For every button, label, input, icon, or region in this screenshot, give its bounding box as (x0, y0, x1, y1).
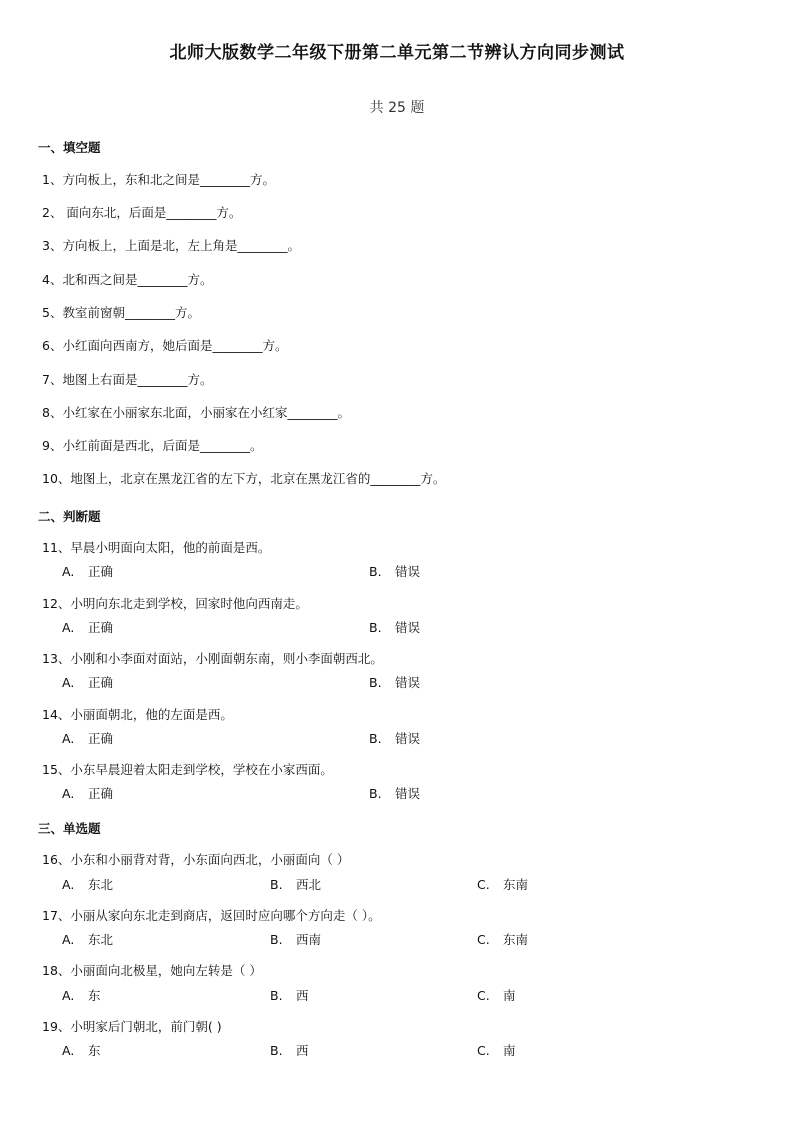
option-b[interactable] (369, 562, 420, 580)
option-text: 错误 (395, 786, 421, 801)
options-18 (62, 986, 762, 1002)
option-a[interactable] (62, 930, 113, 948)
option-c[interactable] (477, 875, 528, 893)
option-text: 东南 (503, 932, 529, 947)
question-15: 15、小东早晨迎着太阳走到学校，学校在小家西面。 (42, 762, 333, 777)
question-count: 共 25 题 (369, 100, 425, 116)
option-letter: B. (369, 731, 382, 746)
options-15 (62, 784, 762, 800)
question-11: 11、早晨小明面向太阳，他的前面是西。 (42, 540, 271, 555)
option-a[interactable] (62, 1041, 101, 1059)
option-text: 南 (503, 988, 516, 1003)
option-letter: A. (62, 877, 75, 892)
section-heading-single-choice: 三、单选题 (38, 821, 101, 836)
option-letter: B. (270, 988, 283, 1003)
options-13 (62, 673, 762, 689)
section-heading-true-false: 二、判断题 (38, 509, 101, 524)
option-text: 错误 (395, 564, 421, 579)
option-letter: C. (477, 1043, 490, 1058)
question-18: 18、小丽面向北极星，她向左转是（ ） (42, 963, 262, 978)
option-text: 错误 (395, 731, 421, 746)
option-a[interactable] (62, 562, 113, 580)
option-text: 东 (88, 988, 101, 1003)
question-13: 13、小刚和小李面对面站，小刚面朝东南，则小李面朝西北。 (42, 651, 383, 666)
option-letter: C. (477, 988, 490, 1003)
option-text: 正确 (88, 675, 114, 690)
question-6: 6、小红面向西南方，她后面是________方。 (42, 338, 288, 353)
option-letter: C. (477, 877, 490, 892)
option-text: 正确 (88, 731, 114, 746)
question-16: 16、小东和小丽背对背，小东面向西北，小丽面向（ ） (42, 852, 350, 867)
option-c[interactable] (477, 986, 516, 1004)
question-1: 1、方向板上，东和北之间是________方。 (42, 172, 275, 187)
option-letter: B. (369, 675, 382, 690)
option-letter: A. (62, 932, 75, 947)
option-text: 错误 (395, 620, 421, 635)
question-8: 8、小红家在小丽家东北面，小丽家在小红家________。 (42, 405, 350, 420)
option-text: 东北 (88, 877, 114, 892)
option-text: 南 (503, 1043, 516, 1058)
option-letter: B. (369, 786, 382, 801)
option-letter: A. (62, 731, 75, 746)
options-16 (62, 875, 762, 891)
question-4: 4、北和西之间是________方。 (42, 272, 213, 287)
option-text: 西 (296, 988, 309, 1003)
option-letter: A. (62, 620, 75, 635)
section-heading-fill-blank: 一、填空题 (38, 140, 101, 155)
option-text: 西南 (296, 932, 322, 947)
options-12 (62, 618, 762, 634)
option-b[interactable] (369, 784, 420, 802)
option-a[interactable] (62, 729, 113, 747)
question-5: 5、教室前窗朝________方。 (42, 305, 200, 320)
option-c[interactable] (477, 930, 528, 948)
option-letter: A. (62, 564, 75, 579)
option-text: 西 (296, 1043, 309, 1058)
options-17 (62, 930, 762, 946)
option-letter: C. (477, 932, 490, 947)
options-19 (62, 1041, 762, 1057)
question-14: 14、小丽面朝北，他的左面是西。 (42, 707, 233, 722)
options-14 (62, 729, 762, 745)
option-text: 正确 (88, 620, 114, 635)
options-11 (62, 562, 762, 578)
option-a[interactable] (62, 986, 101, 1004)
question-7: 7、地图上右面是________方。 (42, 372, 213, 387)
option-letter: B. (270, 932, 283, 947)
option-a[interactable] (62, 618, 113, 636)
option-b[interactable] (270, 986, 309, 1004)
option-text: 东南 (503, 877, 529, 892)
question-19: 19、小明家后门朝北，前门朝( ) (42, 1019, 222, 1034)
option-letter: B. (270, 877, 283, 892)
option-text: 东 (88, 1043, 101, 1058)
question-12: 12、小明向东北走到学校，回家时他向西南走。 (42, 596, 308, 611)
option-text: 西北 (296, 877, 322, 892)
option-letter: B. (369, 620, 382, 635)
option-text: 东北 (88, 932, 114, 947)
option-b[interactable] (270, 875, 321, 893)
option-letter: A. (62, 786, 75, 801)
question-2: 2、 面向东北，后面是________方。 (42, 205, 242, 220)
question-9: 9、小红前面是西北，后面是________。 (42, 438, 263, 453)
option-letter: B. (369, 564, 382, 579)
page-title: 北师大版数学二年级下册第二单元第二节辨认方向同步测试 (169, 43, 625, 63)
option-b[interactable] (369, 729, 420, 747)
option-a[interactable] (62, 875, 113, 893)
option-b[interactable] (369, 618, 420, 636)
option-a[interactable] (62, 673, 113, 691)
option-c[interactable] (477, 1041, 516, 1059)
option-letter: B. (270, 1043, 283, 1058)
option-a[interactable] (62, 784, 113, 802)
option-text: 正确 (88, 564, 114, 579)
option-text: 正确 (88, 786, 114, 801)
option-b[interactable] (270, 930, 321, 948)
question-17: 17、小丽从家向东北走到商店，返回时应向哪个方向走（ ）。 (42, 908, 381, 923)
option-b[interactable] (270, 1041, 309, 1059)
option-letter: A. (62, 988, 75, 1003)
question-3: 3、方向板上，上面是北，左上角是________。 (42, 238, 300, 253)
option-b[interactable] (369, 673, 420, 691)
option-letter: A. (62, 675, 75, 690)
option-letter: A. (62, 1043, 75, 1058)
question-10: 10、地图上，北京在黑龙江省的左下方，北京在黑龙江省的________方。 (42, 471, 446, 486)
option-text: 错误 (395, 675, 421, 690)
